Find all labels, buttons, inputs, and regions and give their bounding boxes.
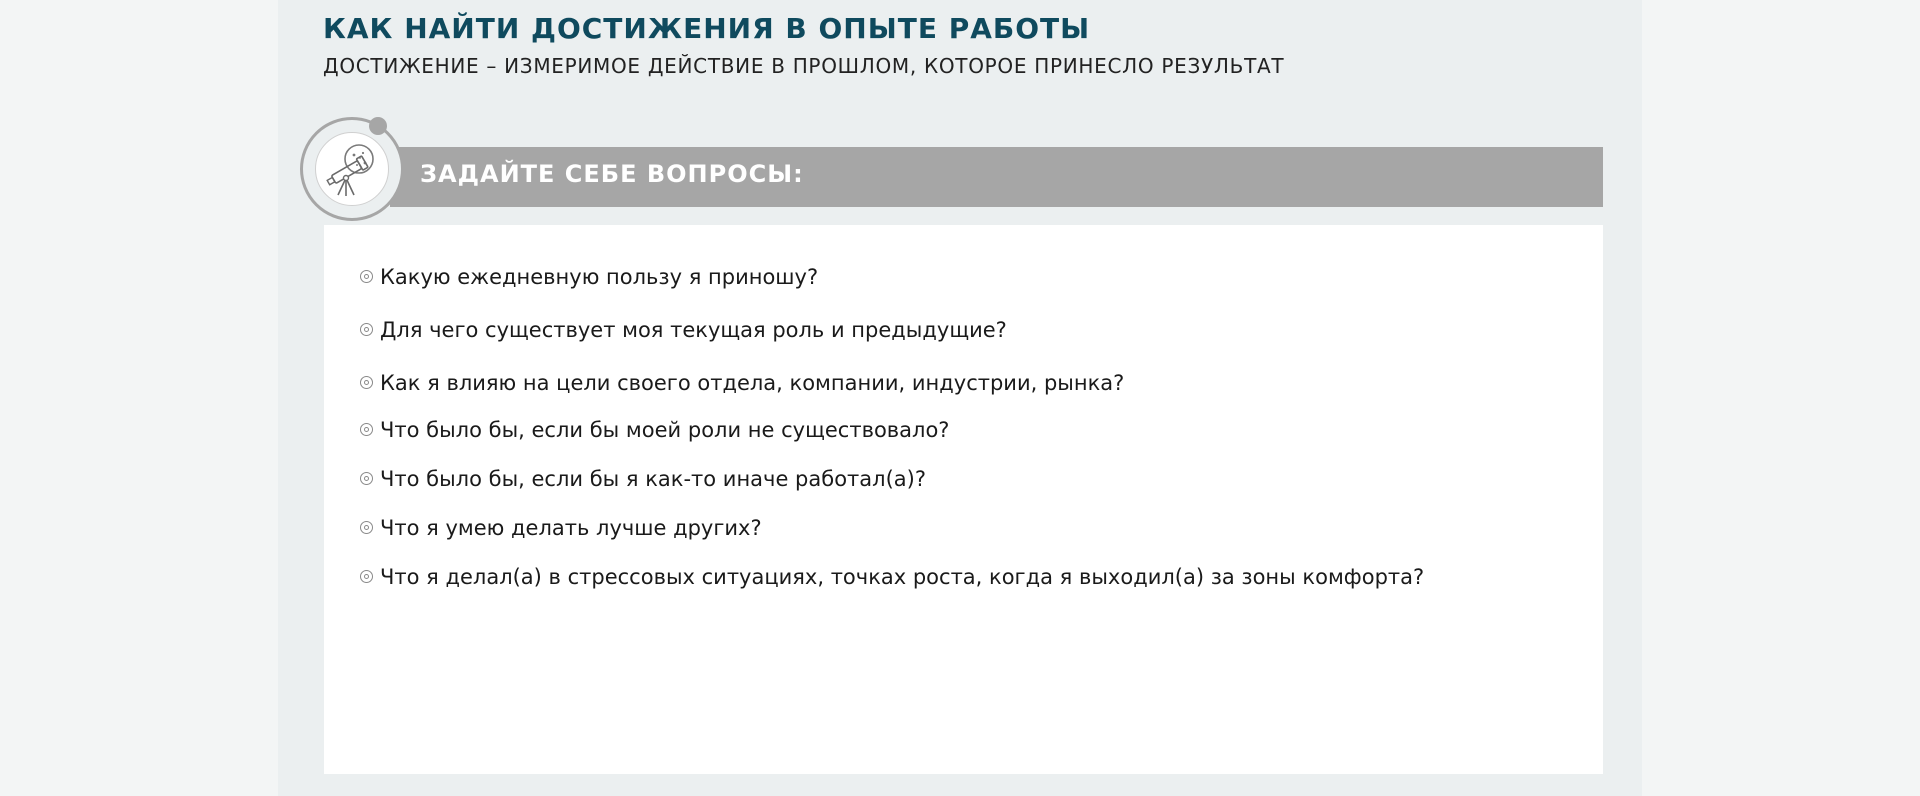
list-item (360, 418, 949, 442)
bullet-icon (360, 270, 373, 283)
section-heading: ЗАДАЙТЕ СЕБЕ ВОПРОСЫ: (420, 160, 804, 188)
bullet-icon (360, 423, 373, 436)
bullet-icon (360, 323, 373, 336)
list-item (360, 265, 818, 289)
list-item (360, 516, 762, 540)
page-title: КАК НАЙТИ ДОСТИЖЕНИЯ В ОПЫТЕ РАБОТЫ (323, 12, 1091, 45)
bullet-icon (360, 376, 373, 389)
question-text: Что я умею делать лучше других? (380, 516, 762, 540)
bullet-icon (360, 521, 373, 534)
badge-dot (369, 117, 387, 135)
page-subtitle: ДОСТИЖЕНИЕ – ИЗМЕРИМОЕ ДЕЙСТВИЕ В ПРОШЛОМ, КОТОРОЕ ПРИНЕСЛО РЕЗУЛЬТАТ (323, 54, 1285, 78)
bullet-icon (360, 570, 373, 583)
question-text: Как я влияю на цели своего отдела, компании, индустрии, рынка? (380, 371, 1125, 395)
list-item (360, 467, 926, 491)
question-text: Какую ежедневную пользу я приношу? (380, 265, 819, 289)
questions-card (324, 225, 1603, 774)
telescope-icon (315, 132, 389, 206)
bullet-icon (360, 472, 373, 485)
list-item (360, 371, 1124, 395)
list-item (360, 565, 1424, 589)
list-item (360, 318, 1007, 342)
section-banner (390, 147, 1603, 207)
section-badge (300, 117, 404, 221)
question-text: Что было бы, если бы моей роли не существовало? (380, 418, 950, 442)
question-text: Для чего существует моя текущая роль и предыдущие? (380, 318, 1007, 342)
question-text: Что было бы, если бы я как-то иначе работал(а)? (380, 467, 926, 491)
question-text: Что я делал(а) в стрессовых ситуациях, точках роста, когда я выходил(а) за зоны комфорта? (380, 565, 1425, 589)
